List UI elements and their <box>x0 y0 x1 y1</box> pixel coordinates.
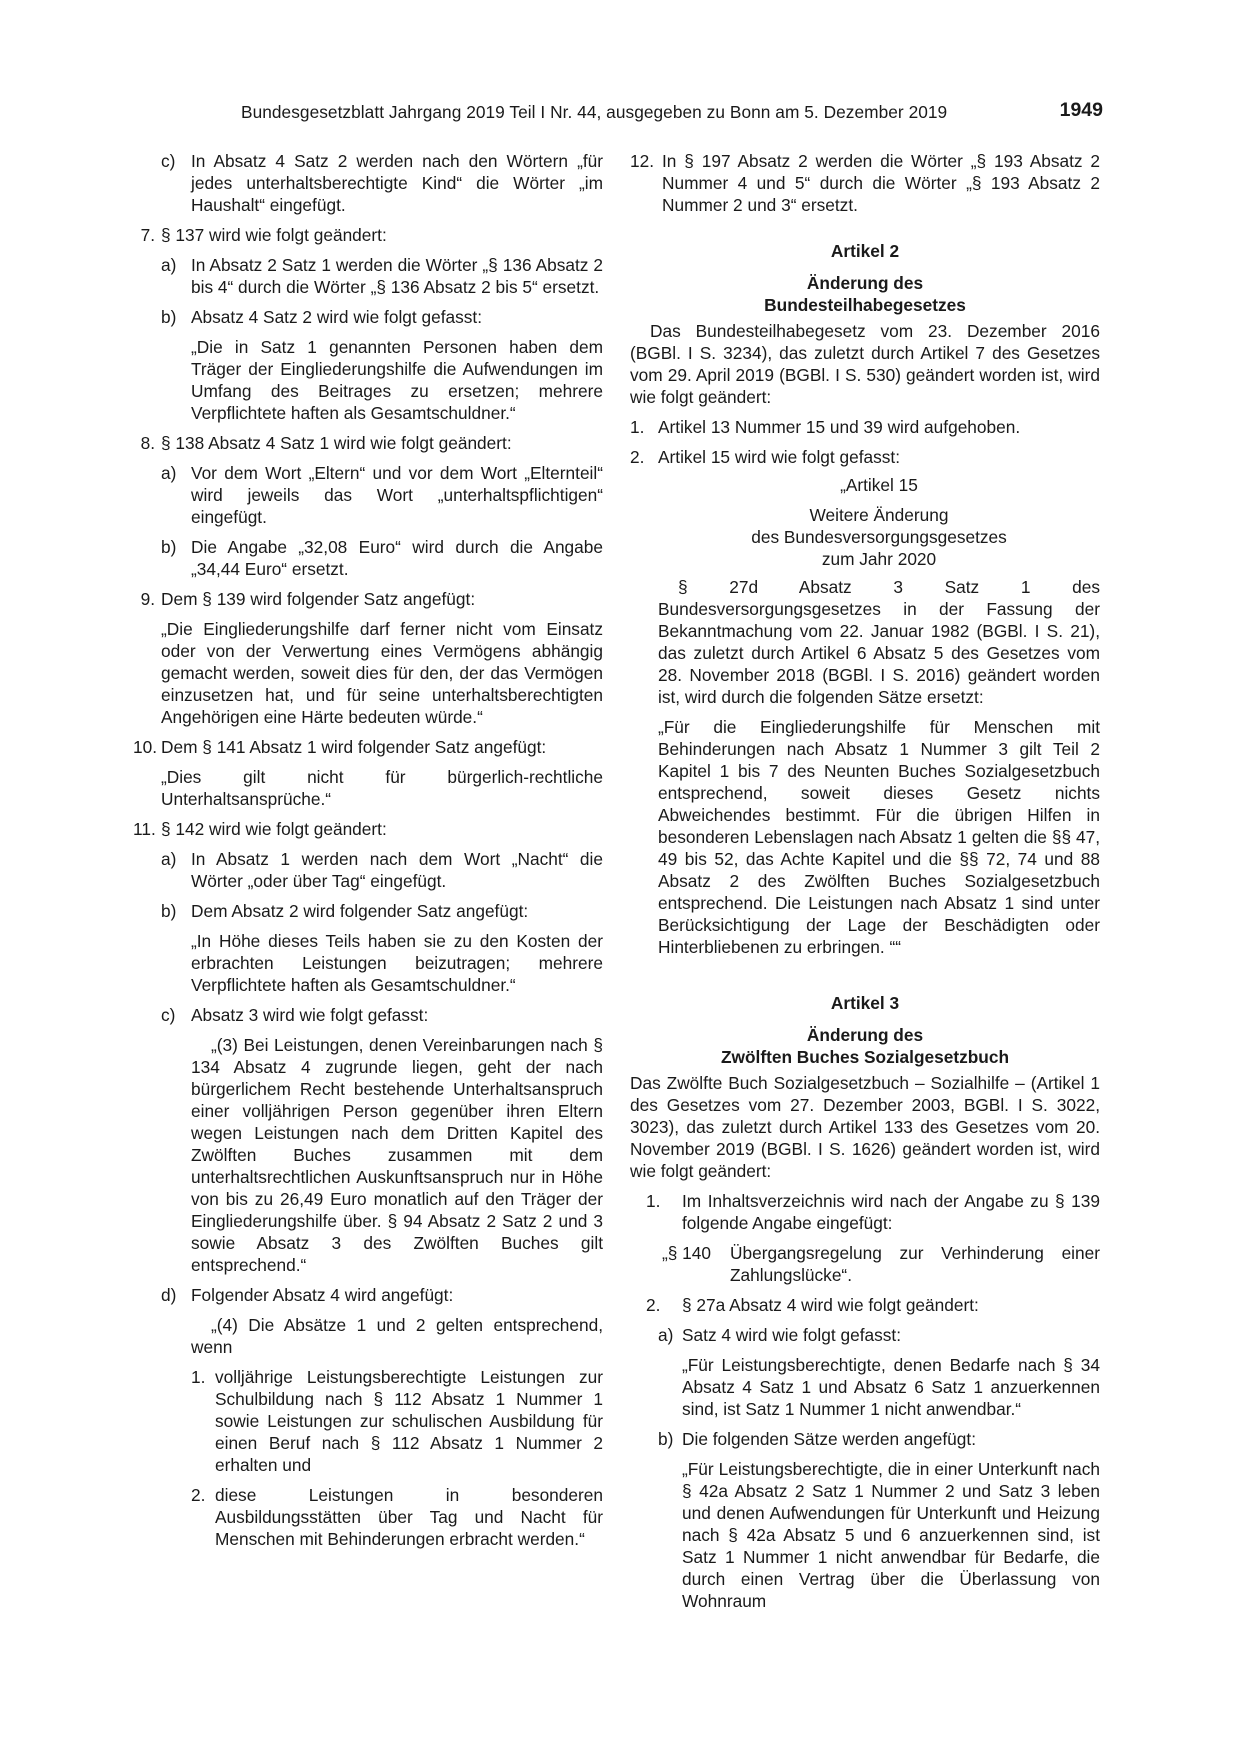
quoted-paragraph-1: § 27d Absatz 3 Satz 1 des Bundesversorgungsgesetzes in der Fassung der Bekanntmachung vom 22. Januar 1982 (BGBl. I S. 21), das zuletzt durch Artikel 6 Absatz 5 des Gesetzes vom 28. November 2018 (BGBl. I S. 2016) geändert worden ist, wird durch die folgenden Sätze ersetzt: <box>658 577 1100 707</box>
item-text: In Absatz 2 Satz 1 werden die Wörter „§ 136 Absatz 2 bis 4“ durch die Wörter „§ 136 Absatz 2 bis 5“ ersetzt. <box>191 255 603 297</box>
quoted-text-2a: „Für Leistungsberechtigte, denen Bedarfe nach § 34 Absatz 4 Satz 1 und Absatz 6 Satz 1 anzuerkennen sind, ist Satz 1 Nummer 1 nicht anwendbar.“ <box>682 1355 1100 1419</box>
amendment-item-11b <box>133 900 603 922</box>
amendment-item-8b <box>133 536 603 580</box>
item-text: Folgender Absatz 4 wird angefügt: <box>191 1285 454 1305</box>
amendment-item-11c <box>133 1004 603 1026</box>
amendment-item-11 <box>133 818 603 840</box>
item-label: 9. <box>140 589 155 609</box>
amendment-item-8 <box>133 432 603 454</box>
amendment-item-7b <box>133 306 603 328</box>
item-label: 1. <box>646 1191 661 1211</box>
item-text: § 137 wird wie folgt geändert: <box>161 225 387 245</box>
item-label: 12. <box>630 151 655 171</box>
quoted-paragraph-2: „Für die Eingliederungshilfe für Menschen mit Behinderungen nach Absatz 1 Nummer 3 gilt Teil 2 Kapitel 1 bis 7 des Neunten Buches Sozialgesetzbuch entsprechend, soweit dieses Gesetz nichts Abweichendes bestimmt. Für die übrigen Hilfen in besonderen Lebenslagen nach Absatz 1 gelten die §§ 47, 49 bis 52, das Achte Kapitel und die §§ 72, 74 und 88 Absatz 2 des Zwölften Buches Sozialgesetzbuch entsprechend. Die Leistungen nach Absatz 1 sind unter Berücksichtigung der Lage der Beschädigten oder Hinterbliebenen zu erbringen. ““ <box>658 717 1100 957</box>
item-label: „§ 140 <box>662 1243 712 1263</box>
item-label: 10. <box>133 737 158 757</box>
amendment-item-9 <box>133 588 603 610</box>
amendment-item-c <box>133 150 603 216</box>
item-text: Dem § 141 Absatz 1 wird folgender Satz angefügt: <box>161 737 547 757</box>
item-text: Artikel 13 Nummer 15 und 39 wird aufgehoben. <box>658 417 1021 437</box>
item-label: a) <box>161 255 177 275</box>
amendment-item-10 <box>133 736 603 758</box>
item-text: Im Inhaltsverzeichnis wird nach der Angabe zu § 139 folgende Angabe eingefügt: <box>682 1191 1100 1233</box>
item-text: In § 197 Absatz 2 werden die Wörter „§ 193 Absatz 2 Nummer 4 und 5“ durch die Wörter „§ 193 Absatz 2 Nummer 2 und 3“ ersetzt. <box>662 151 1100 215</box>
article-2-item-2 <box>630 446 1100 468</box>
article-2-item-1 <box>630 416 1100 438</box>
inserted-toc-entry <box>630 1242 1100 1286</box>
quoted-subitem-1 <box>133 1366 603 1476</box>
amendment-item-7a <box>133 254 603 298</box>
item-text: diese Leistungen in besonderen Ausbildungsstätten über Tag und Nacht für Menschen mit Behinderungen erbracht werden.“ <box>215 1485 603 1549</box>
item-label: 7. <box>140 225 155 245</box>
amendment-item-7 <box>133 224 603 246</box>
article-3-item-2 <box>630 1294 1100 1316</box>
item-text: § 138 Absatz 4 Satz 1 wird wie folgt geändert: <box>161 433 512 453</box>
article-2-title: Artikel 2 <box>830 241 900 261</box>
item-text: Absatz 3 wird wie folgt gefasst: <box>191 1005 429 1025</box>
item-label: a) <box>161 463 177 483</box>
item-label: a) <box>658 1325 674 1345</box>
item-label: 2. <box>630 447 645 467</box>
item-label: 1. <box>191 1367 206 1387</box>
item-label: a) <box>161 849 177 869</box>
article-2-subtitle-line2: Bundesteilhabegesetzes <box>764 295 966 315</box>
article-3-item-2b <box>630 1428 1100 1450</box>
running-title: Bundesgesetzblatt Jahrgang 2019 Teil I Nr. 44, ausgegeben zu Bonn am 5. Dezember 2019 <box>241 102 948 122</box>
article-2-subtitle-line1: Änderung des <box>806 273 924 293</box>
item-label: b) <box>658 1429 674 1449</box>
right-column <box>630 150 1100 1620</box>
item-text: Die Angabe „32,08 Euro“ wird durch die Angabe „34,44 Euro“ ersetzt. <box>191 537 603 579</box>
page-number: 1949 <box>1059 99 1103 121</box>
item-text: Satz 4 wird wie folgt gefasst: <box>682 1325 901 1345</box>
item-label: 1. <box>630 417 645 437</box>
quoted-text-7b: „Die in Satz 1 genannten Personen haben dem Träger der Eingliederungshilfe die Aufwendungen im Umfang des Beitrages zu ersetzen; mehrere Verpflichtete haften als Gesamtschuldner.“ <box>191 337 603 423</box>
item-label: 8. <box>140 433 155 453</box>
quoted-heading-line1: Weitere Änderung <box>809 505 949 525</box>
item-text: Die folgenden Sätze werden angefügt: <box>682 1429 976 1449</box>
amendment-item-11d <box>133 1284 603 1306</box>
item-text: In Absatz 1 werden nach dem Wort „Nacht“ die Wörter „oder über Tag“ eingefügt. <box>191 849 603 891</box>
amendment-item-11a <box>133 848 603 892</box>
quoted-text-2b: „Für Leistungsberechtigte, die in einer Unterkunft nach § 42a Absatz 2 Satz 1 Nummer 2 und Satz 3 leben und denen Aufwendungen für Unterkunft und Heizung nach § 42a Absatz 5 und 6 anzuerkennen sind, ist Satz 1 Nummer 1 nicht anwendbar für Bedarfe, die durch einen Vertrag über die Überlassung von Wohnraum <box>682 1459 1100 1611</box>
item-text: § 27a Absatz 4 wird wie folgt geändert: <box>682 1295 979 1315</box>
quoted-subitem-2 <box>133 1484 603 1550</box>
quoted-text-9: „Die Eingliederungshilfe darf ferner nicht vom Einsatz oder von der Verwertung eines Vermögens abhängig gemacht werden, soweit dies für den, der das Vermögen einzusetzen hat, und für seine unterhaltsberechtigten Angehörigen eine Härte bedeuten würde.“ <box>161 619 603 727</box>
article-3-title: Artikel 3 <box>830 993 900 1013</box>
amendment-item-8a <box>133 462 603 528</box>
item-text: In Absatz 4 Satz 2 werden nach den Wörtern „für jedes unterhaltsberechtigte Kind“ die Wörter „im Haushalt“ eingefügt. <box>191 151 603 215</box>
quoted-article-15: „Artikel 15 <box>840 475 918 495</box>
item-label: 2. <box>191 1485 206 1505</box>
item-text: Artikel 15 wird wie folgt gefasst: <box>658 447 901 467</box>
article-3-subtitle-line1: Änderung des <box>806 1025 924 1045</box>
item-label: b) <box>161 537 177 557</box>
item-text: Vor dem Wort „Eltern“ und vor dem Wort „Elternteil“ wird jeweils das Wort „unterhaltspflichtigen“ eingefügt. <box>191 463 603 527</box>
item-text: Übergangsregelung zur Verhinderung einer Zahlungslücke“. <box>730 1243 1100 1285</box>
quoted-text-11d: „(4) Die Absätze 1 und 2 gelten entsprechend, wenn <box>191 1315 603 1357</box>
item-label: 2. <box>646 1295 661 1315</box>
quoted-heading-line2: des Bundesversorgungsgesetzes <box>751 527 1007 547</box>
item-text: § 142 wird wie folgt geändert: <box>161 819 387 839</box>
amendment-item-12 <box>630 150 1100 216</box>
quoted-text-11b: „In Höhe dieses Teils haben sie zu den Kosten der erbrachten Leistungen beizutragen; mehrere Verpflichtete haften als Gesamtschuldner.“ <box>191 931 603 995</box>
article-3-subtitle-line2: Zwölften Buches Sozialgesetzbuch <box>720 1047 1010 1067</box>
quoted-heading-line3: zum Jahr 2020 <box>821 549 937 569</box>
item-text: Dem Absatz 2 wird folgender Satz angefügt: <box>191 901 529 921</box>
item-label: c) <box>161 1005 176 1025</box>
quoted-text-10: „Dies gilt nicht für bürgerlich-rechtliche Unterhaltsansprüche.“ <box>161 767 603 809</box>
running-header <box>133 98 1103 124</box>
item-label: b) <box>161 307 177 327</box>
item-text: Absatz 4 Satz 2 wird wie folgt gefasst: <box>191 307 483 327</box>
item-label: c) <box>161 151 176 171</box>
quoted-text-11c: „(3) Bei Leistungen, denen Vereinbarungen nach § 134 Absatz 4 zugrunde liegen, geht der nach bürgerlichem Recht bestehende Unterhaltsanspruch einer volljährigen Person gegenüber ihren Eltern wegen Leistungen nach dem Dritten Kapitel des Zwölften Buches zusammen mit dem unterhaltsrechtlichen Auskunftsanspruch nur in Höhe von bis zu 26,49 Euro monatlich auf den Träger der Eingliederungshilfe über. § 94 Absatz 2 Satz 2 und 3 sowie Absatz 3 des Zwölften Buches gilt entsprechend.“ <box>191 1035 603 1275</box>
item-label: 11. <box>133 819 156 839</box>
item-label: b) <box>161 901 177 921</box>
left-column <box>133 150 603 1558</box>
article-3-intro: Das Zwölfte Buch Sozialgesetzbuch – Sozialhilfe – (Artikel 1 des Gesetzes vom 27. Dezember 2003, BGBl. I S. 3022, 3023), das zuletzt durch Artikel 133 des Gesetzes vom 20. November 2019 (BGBl. I S. 1626) geändert worden ist, wird wie folgt geändert: <box>630 1073 1100 1181</box>
article-3-item-2a <box>630 1324 1100 1346</box>
item-text: Dem § 139 wird folgender Satz angefügt: <box>161 589 476 609</box>
item-label: d) <box>161 1285 177 1305</box>
item-text: volljährige Leistungsberechtigte Leistungen zur Schulbildung nach § 112 Absatz 1 Nummer 1 sowie Leistungen zur schulischen Ausbildung für einen Beruf nach § 112 Absatz 1 Nummer 2 erhalten und <box>215 1367 603 1475</box>
article-3-item-1 <box>630 1190 1100 1234</box>
article-2-intro: Das Bundesteilhabegesetz vom 23. Dezember 2016 (BGBl. I S. 3234), das zuletzt durch Artikel 7 des Gesetzes vom 29. April 2019 (BGBl. I S. 530) geändert worden ist, wird wie folgt geändert: <box>630 321 1100 407</box>
